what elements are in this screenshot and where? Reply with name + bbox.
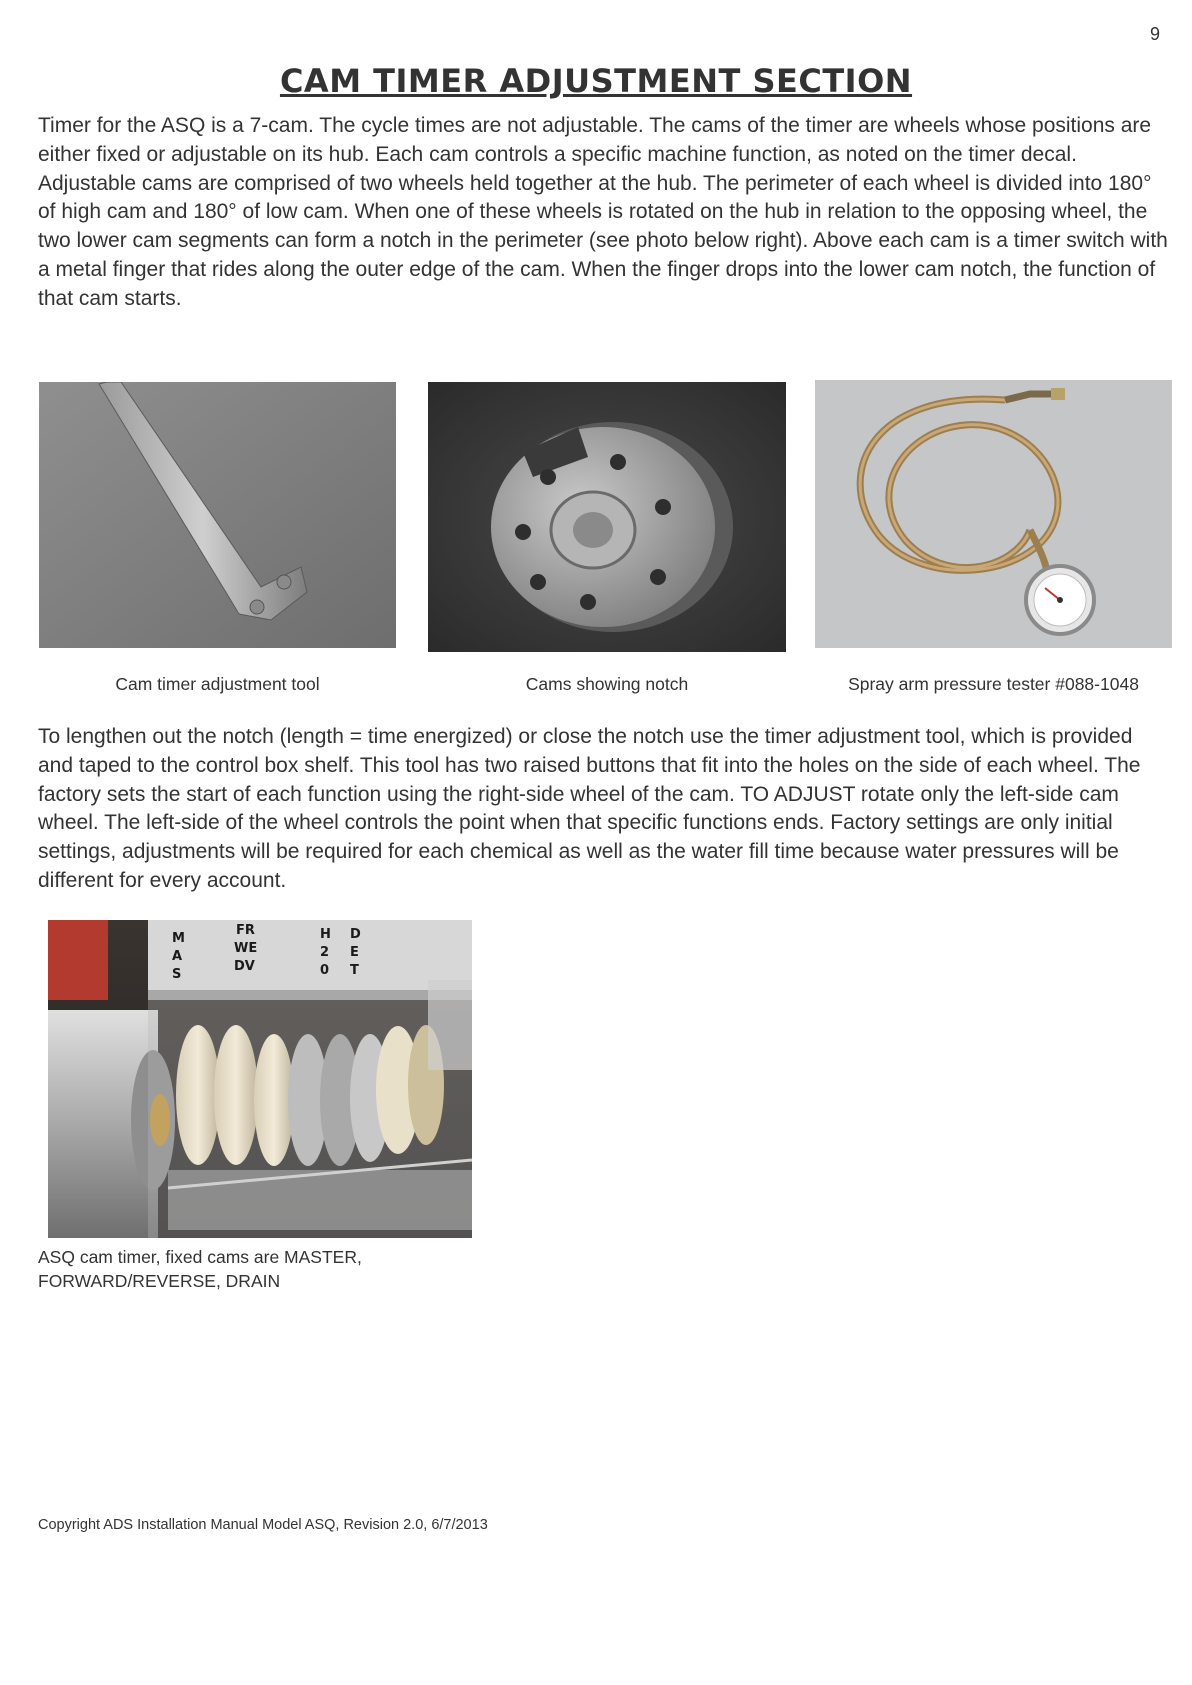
cam-timer-caption-line2: FORWARD/REVERSE, DRAIN [38,1271,281,1291]
svg-text:E: E [350,945,359,960]
svg-text:D: D [350,927,361,942]
svg-text:WE: WE [234,941,258,956]
svg-text:S: S [172,967,182,982]
svg-text:0: 0 [320,963,330,978]
cam-timer-photo [48,920,472,1238]
intro-paragraph: Timer for the ASQ is a 7-cam. The cycle times are not adjustable. The cams of the timer are wheels whose positions are either fixed or adjustable on its hub. Each cam controls a specific machine function, as noted on the timer decal. Adjustable cams are comprised of two wheels held together at the hub. The perimeter of each wheel is divided into 180° of high cam and 180° of low cam. When one of these wheels is rotated on the hub in relation to the opposing wheel, the two lower cam segments can form a notch in the perimeter (see photo below right). Above each cam is a timer switch with a metal finger that rides along the outer edge of the cam. When the finger drops into the lower cam notch, the function of that cam starts. [38,114,1168,310]
page-number: 9 [1150,24,1161,44]
adjustment-tool-photo [39,382,396,648]
svg-text:FR: FR [236,923,255,938]
pressure-tester-caption: Spray arm pressure tester #088-1048 [848,674,1139,694]
cam-timer-caption-line1: ASQ cam timer, fixed cams are MASTER, [38,1247,362,1267]
copyright-footer: Copyright ADS Installation Manual Model ASQ, Revision 2.0, 6/7/2013 [38,1517,488,1533]
cams-notch-photo [428,382,786,652]
svg-text:DV: DV [234,959,255,974]
page-title: CAM TIMER ADJUSTMENT SECTION [279,62,913,100]
svg-text:A: A [172,949,183,964]
adjustment-tool-caption: Cam timer adjustment tool [115,674,320,694]
pressure-tester-photo [815,380,1172,648]
cams-notch-caption: Cams showing notch [525,674,689,694]
svg-text:T: T [350,963,359,978]
svg-text:H: H [320,927,331,942]
svg-text:M: M [172,931,185,946]
cam-timer-caption [38,1245,498,1293]
svg-text:2: 2 [320,945,330,960]
adjustment-paragraph: To lengthen out the notch (length = time energized) or close the notch use the timer adjustment tool, which is provided and taped to the control box shelf. This tool has two raised buttons that fit into the holes on the side of each wheel. The factory sets the start of each function using the right-side wheel of the cam. TO ADJUST rotate only the left-side cam wheel. The left-side of the wheel controls the point when that specific functions ends. Factory settings are only initial settings, adjustments will be required for each chemical as well as the water fill time because water pressures will be different for every account. [38,725,1141,892]
